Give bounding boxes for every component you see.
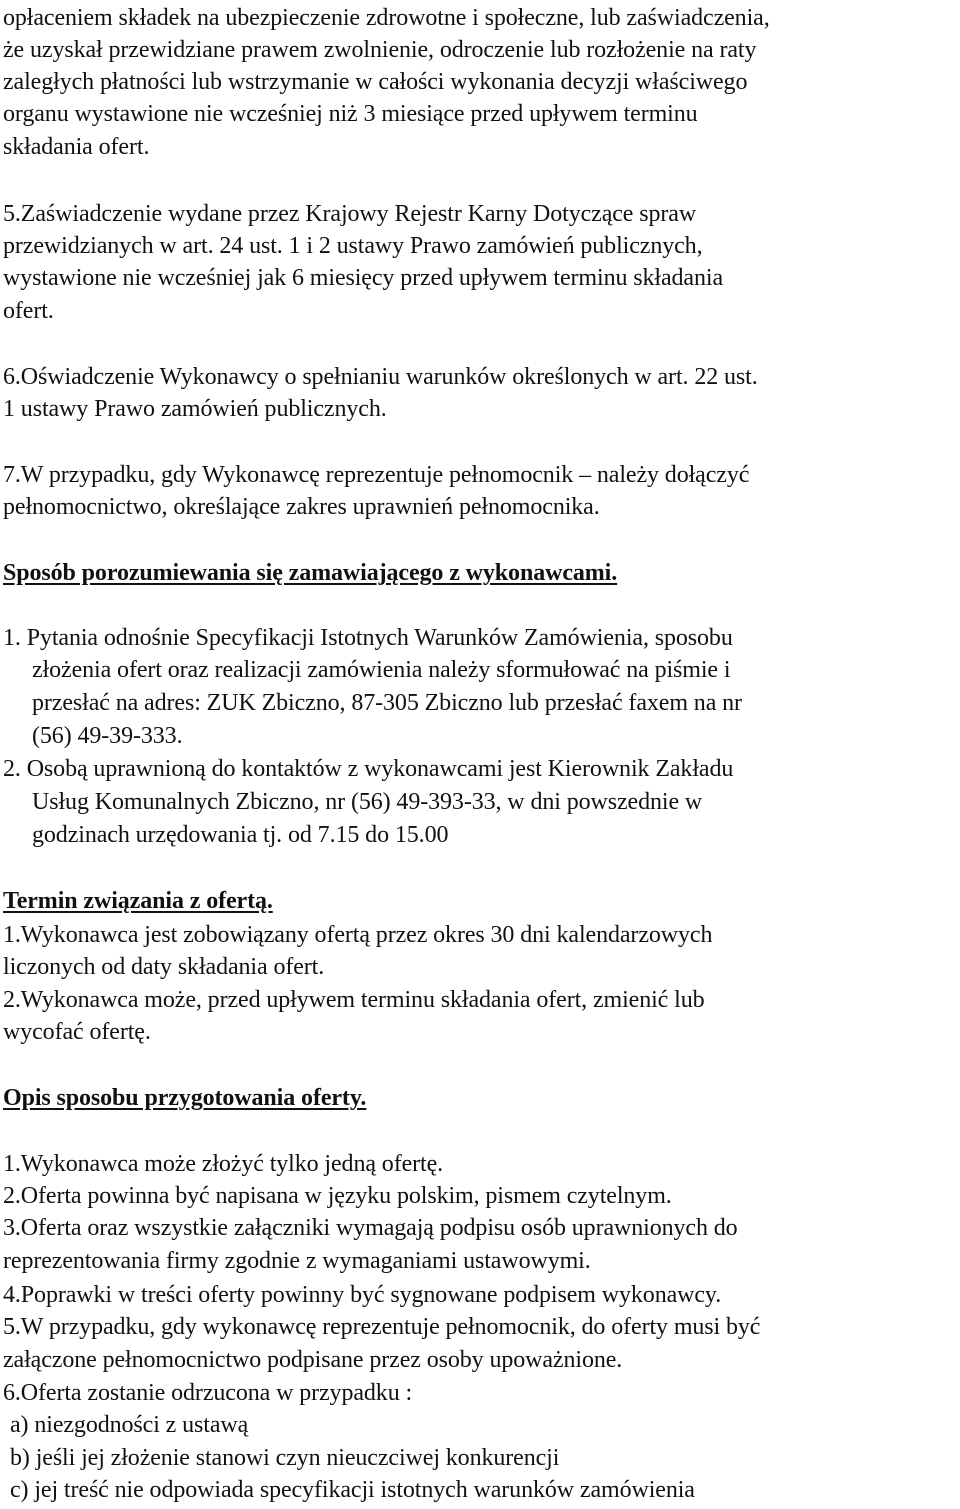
communication-item-2-line: godzinach urzędowania tj. od 7.15 do 15.00 bbox=[32, 822, 449, 848]
preparation-subitem: c) jej treść nie odpowiada specyfikacji istotnych warunków zamówienia bbox=[10, 1477, 695, 1503]
intro-line: składania ofert. bbox=[3, 134, 150, 160]
intro-line: organu wystawione nie wcześniej niż 3 miesiące przed upływem terminu bbox=[3, 101, 698, 127]
preparation-line: reprezentowania firmy zgodnie z wymaganiami ustawowymi. bbox=[3, 1248, 591, 1274]
preparation-line: 6.Oferta zostanie odrzucona w przypadku : bbox=[3, 1380, 413, 1406]
preparation-line: 2.Oferta powinna być napisana w języku polskim, pismem czytelnym. bbox=[3, 1183, 672, 1209]
item-5-line: 5.Zaświadczenie wydane przez Krajowy Rejestr Karny Dotyczące spraw bbox=[3, 201, 697, 227]
item-6-line: 1 ustawy Prawo zamówień publicznych. bbox=[3, 396, 387, 422]
item-5-line: ofert. bbox=[3, 298, 54, 324]
item-5-line: przewidzianych w art. 24 ust. 1 i 2 ustawy Prawo zamówień publicznych, bbox=[3, 233, 703, 259]
binding-line: liczonych od daty składania ofert. bbox=[3, 954, 325, 980]
item-7-line: pełnomocnictwo, określające zakres uprawnień pełnomocnika. bbox=[3, 494, 600, 520]
section-heading-preparation: Opis sposobu przygotowania oferty. bbox=[3, 1085, 367, 1111]
preparation-line: 4.Poprawki w treści oferty powinny być sygnowane podpisem wykonawcy. bbox=[3, 1282, 722, 1308]
preparation-subitem: a) niezgodności z ustawą bbox=[10, 1412, 249, 1438]
communication-item-2-line: 2. Osobą uprawnioną do kontaktów z wykonawcami jest Kierownik Zakładu bbox=[3, 756, 734, 782]
communication-item-1-line: złożenia ofert oraz realizacji zamówienia należy sformułować na piśmie i bbox=[32, 657, 731, 683]
item-7-line: 7.W przypadku, gdy Wykonawcę reprezentuje pełnomocnik – należy dołączyć bbox=[3, 462, 750, 488]
intro-line: opłaceniem składek na ubezpieczenie zdrowotne i społeczne, lub zaświadczenia, bbox=[3, 5, 770, 31]
communication-item-1-line: 1. Pytania odnośnie Specyfikacji Istotnych Warunków Zamówienia, sposobu bbox=[3, 625, 733, 651]
intro-line: że uzyskał przewidziane prawem zwolnienie, odroczenie lub rozłożenie na raty bbox=[3, 37, 757, 63]
binding-line: wycofać ofertę. bbox=[3, 1019, 151, 1045]
item-5-line: wystawione nie wcześniej jak 6 miesięcy przed upływem terminu składania bbox=[3, 265, 724, 291]
preparation-subitem: b) jeśli jej złożenie stanowi czyn nieuczciwej konkurencji bbox=[10, 1445, 560, 1471]
binding-line: 1.Wykonawca jest zobowiązany ofertą przez okres 30 dni kalendarzowych bbox=[3, 922, 713, 948]
section-heading-binding: Termin związania z ofertą. bbox=[3, 888, 273, 914]
preparation-line: 3.Oferta oraz wszystkie załączniki wymagają podpisu osób uprawnionych do bbox=[3, 1215, 738, 1241]
communication-item-1-line: (56) 49-39-333. bbox=[32, 723, 183, 749]
section-heading-communication: Sposób porozumiewania się zamawiającego z wykonawcami. bbox=[3, 560, 618, 586]
intro-line: zaległych płatności lub wstrzymanie w całości wykonania decyzji właściwego bbox=[3, 69, 748, 95]
preparation-line: załączone pełnomocnictwo podpisane przez osoby upoważnione. bbox=[3, 1347, 623, 1373]
communication-item-1-line: przesłać na adres: ZUK Zbiczno, 87-305 Zbiczno lub przesłać faxem na nr bbox=[32, 690, 742, 716]
binding-line: 2.Wykonawca może, przed upływem terminu składania ofert, zmienić lub bbox=[3, 987, 705, 1013]
preparation-line: 1.Wykonawca może złożyć tylko jedną ofertę. bbox=[3, 1151, 444, 1177]
communication-item-2-line: Usług Komunalnych Zbiczno, nr (56) 49-393-33, w dni powszednie w bbox=[32, 789, 703, 815]
item-6-line: 6.Oświadczenie Wykonawcy o spełnianiu warunków określonych w art. 22 ust. bbox=[3, 364, 758, 390]
preparation-line: 5.W przypadku, gdy wykonawcę reprezentuje pełnomocnik, do oferty musi być bbox=[3, 1314, 761, 1340]
